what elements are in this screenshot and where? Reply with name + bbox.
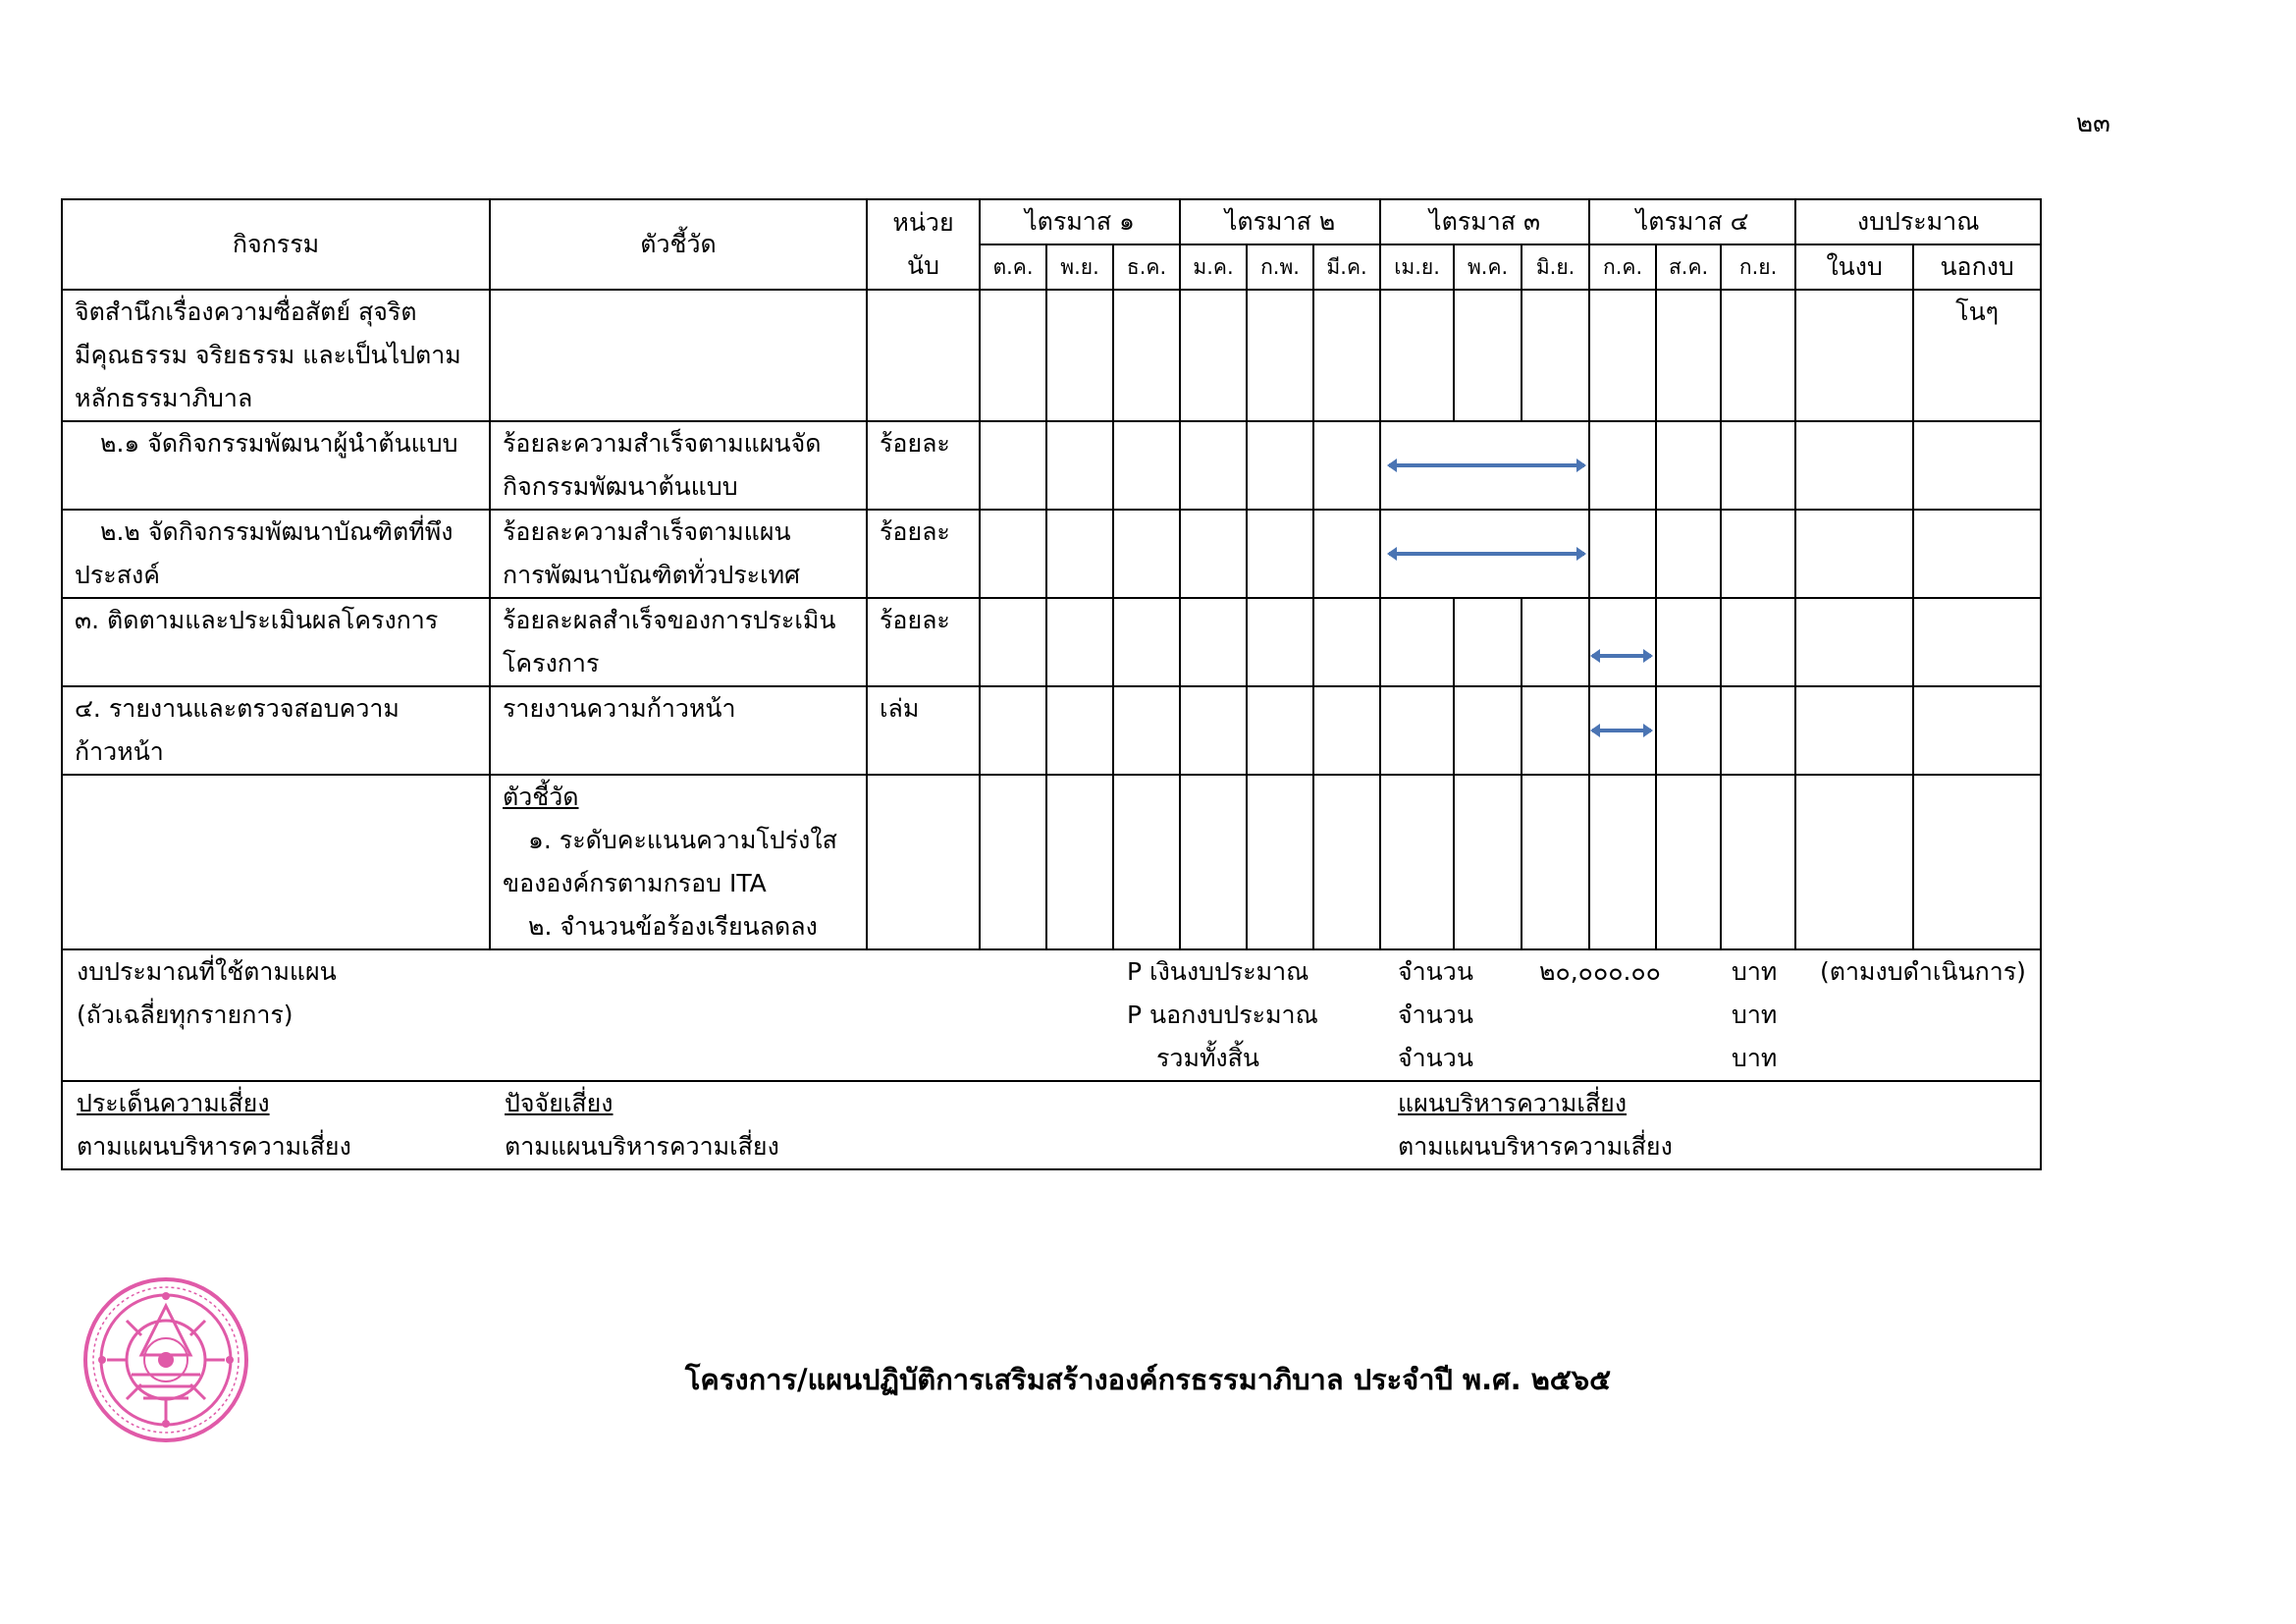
kpi-cell bbox=[490, 775, 867, 949]
unit-cell: ร้อยละ bbox=[867, 421, 980, 510]
currency-label: บาท bbox=[1732, 957, 1778, 986]
header-month: ส.ค. bbox=[1656, 244, 1721, 290]
table-row bbox=[62, 686, 2041, 775]
activity-cell bbox=[62, 290, 490, 421]
indicator-cell bbox=[490, 598, 867, 686]
activity-line: จิตสำนึกเรื่องความซื่อสัตย์ สุจริต bbox=[75, 298, 417, 326]
activity-line: ประสงค์ bbox=[75, 561, 160, 589]
header-month: พ.ย. bbox=[1046, 244, 1113, 290]
header-activity: กิจกรรม bbox=[62, 199, 490, 290]
unit-cell: เล่ม bbox=[867, 686, 980, 775]
schedule-cell bbox=[1589, 598, 1656, 686]
header-in-budget: ในงบ bbox=[1795, 244, 1913, 290]
header-unit-line1: หน่วย bbox=[892, 208, 954, 237]
schedule-arrow bbox=[1592, 654, 1651, 658]
risk-plan-text: ตามแผนบริหารความเสี่ยง bbox=[1398, 1132, 1673, 1161]
kpi-heading: ตัวชี้วัด bbox=[503, 783, 579, 811]
activity-cell bbox=[62, 686, 490, 775]
in-budget-cell bbox=[1795, 290, 1913, 421]
budget-total-label: รวมทั้งสิ้น bbox=[1156, 1044, 1259, 1072]
risk-section bbox=[62, 1081, 2041, 1169]
indicator-line: การพัฒนาบัณฑิตทั่วประเทศ bbox=[503, 561, 800, 589]
amount-label: จำนวน bbox=[1398, 957, 1473, 986]
risk-issue-heading: ประเด็นความเสี่ยง bbox=[77, 1089, 270, 1117]
document-footer-title: โครงการ/แผนปฏิบัติการเสริมสร้างองค์กรธรรมาภิบาล ประจำปี พ.ศ. ๒๕๖๕ bbox=[684, 1363, 1612, 1396]
indicator-line: ร้อยละผลสำเร็จของการประเมิน bbox=[503, 606, 836, 634]
risk-row bbox=[62, 1081, 2041, 1169]
indicator-line: ร้อยละความสำเร็จตามแผน bbox=[503, 517, 791, 546]
risk-plan-heading: แผนบริหารความเสี่ยง bbox=[1398, 1089, 1628, 1117]
header-month: มิ.ย. bbox=[1522, 244, 1589, 290]
header-quarter-1: ไตรมาส ๑ bbox=[980, 199, 1180, 244]
activity-line: ๓. ติดตามและประเมินผลโครงการ bbox=[75, 606, 439, 634]
indicator-line: ร้อยละความสำเร็จตามแผนจัด bbox=[503, 429, 822, 458]
unit-cell: ร้อยละ bbox=[867, 598, 980, 686]
activity-line: หลักธรรมาภิบาล bbox=[75, 384, 253, 412]
kpi-item: ๑. ระดับคะแนนความโปร่งใส bbox=[528, 826, 837, 854]
unit-cell bbox=[867, 290, 980, 421]
header-indicator: ตัวชี้วัด bbox=[490, 199, 867, 290]
amount-label: จำนวน bbox=[1398, 1044, 1473, 1072]
amount-value: ๒๐,๐๐๐.๐๐ bbox=[1539, 957, 1661, 986]
schedule-cell bbox=[1380, 510, 1589, 598]
kpi-item: ขององค์กรตามกรอบ ITA bbox=[503, 869, 767, 897]
budget-label-line: (ถัวเฉลี่ยทุกรายการ) bbox=[77, 1001, 294, 1029]
activity-cell bbox=[62, 598, 490, 686]
header-month: ก.ค. bbox=[1589, 244, 1656, 290]
table-row bbox=[62, 421, 2041, 510]
header-quarter-4: ไตรมาส ๔ bbox=[1589, 199, 1795, 244]
risk-factor-text: ตามแผนบริหารความเสี่ยง bbox=[505, 1132, 779, 1161]
activity-line: ๔. รายงานและตรวจสอบความก้าวหน้า bbox=[75, 694, 400, 766]
schedule-arrow bbox=[1389, 552, 1584, 556]
indicator-cell bbox=[490, 686, 867, 775]
activity-line: ๒.๑ จัดกิจกรรมพัฒนาผู้นำต้นแบบ bbox=[100, 429, 458, 458]
header-out-budget: นอกงบ bbox=[1913, 244, 2041, 290]
schedule-cell bbox=[1589, 686, 1656, 775]
budget-summary-row bbox=[62, 949, 2041, 1081]
indicator-line: รายงานความก้าวหน้า bbox=[503, 694, 736, 723]
table-row bbox=[62, 510, 2041, 598]
indicator-cell bbox=[490, 510, 867, 598]
activity-line: ๒.๒ จัดกิจกรรมพัฒนาบัณฑิตที่พึง bbox=[100, 517, 454, 546]
schedule-arrow bbox=[1592, 729, 1651, 732]
header-month: ก.ย. bbox=[1721, 244, 1795, 290]
activity-plan-table bbox=[61, 198, 2042, 1170]
currency-label: บาท bbox=[1732, 1044, 1778, 1072]
schedule-cell bbox=[1380, 421, 1589, 510]
unit-cell: ร้อยละ bbox=[867, 510, 980, 598]
budget-source-label: P เงินงบประมาณ bbox=[1127, 957, 1309, 986]
header-quarter-3: ไตรมาส ๓ bbox=[1380, 199, 1589, 244]
header-month: ก.พ. bbox=[1247, 244, 1313, 290]
activity-cell bbox=[62, 775, 490, 949]
budget-source-label: P นอกงบประมาณ bbox=[1127, 1001, 1318, 1029]
page-number: ๒๓ bbox=[2076, 109, 2110, 138]
table-row bbox=[62, 598, 2041, 686]
indicator-cell bbox=[490, 290, 867, 421]
indicator-line: โครงการ bbox=[503, 649, 600, 677]
table-row bbox=[62, 290, 2041, 421]
risk-factor-heading: ปัจจัยเสี่ยง bbox=[505, 1089, 614, 1117]
budget-label-line: งบประมาณที่ใช้ตามแผน bbox=[77, 957, 337, 986]
header-month: พ.ค. bbox=[1454, 244, 1522, 290]
table-row bbox=[62, 775, 2041, 949]
header-month: มี.ค. bbox=[1313, 244, 1380, 290]
kpi-item: ๒. จำนวนข้อร้องเรียนลดลง bbox=[528, 912, 818, 941]
header-month: ต.ค. bbox=[980, 244, 1046, 290]
header-unit bbox=[867, 199, 980, 290]
budget-note: (ตามงบดำเนินการ) bbox=[1820, 957, 2026, 986]
out-budget-cell: โนๆ bbox=[1913, 290, 2041, 421]
amount-label: จำนวน bbox=[1398, 1001, 1473, 1029]
indicator-cell bbox=[490, 421, 867, 510]
header-quarter-2: ไตรมาส ๒ bbox=[1180, 199, 1380, 244]
budget-summary bbox=[62, 949, 2041, 1081]
activity-line: มีคุณธรรม จริยธรรม และเป็นไปตาม bbox=[75, 341, 461, 369]
activity-cell bbox=[62, 421, 490, 510]
schedule-arrow bbox=[1389, 463, 1584, 467]
indicator-line: กิจกรรมพัฒนาต้นแบบ bbox=[503, 472, 738, 501]
header-month: เม.ย. bbox=[1380, 244, 1454, 290]
risk-issue-text: ตามแผนบริหารความเสี่ยง bbox=[77, 1132, 351, 1161]
header-month: ธ.ค. bbox=[1113, 244, 1180, 290]
header-budget: งบประมาณ bbox=[1795, 199, 2041, 244]
currency-label: บาท bbox=[1732, 1001, 1778, 1029]
header-month: ม.ค. bbox=[1180, 244, 1247, 290]
activity-cell bbox=[62, 510, 490, 598]
header-unit-line2: นับ bbox=[907, 251, 939, 280]
